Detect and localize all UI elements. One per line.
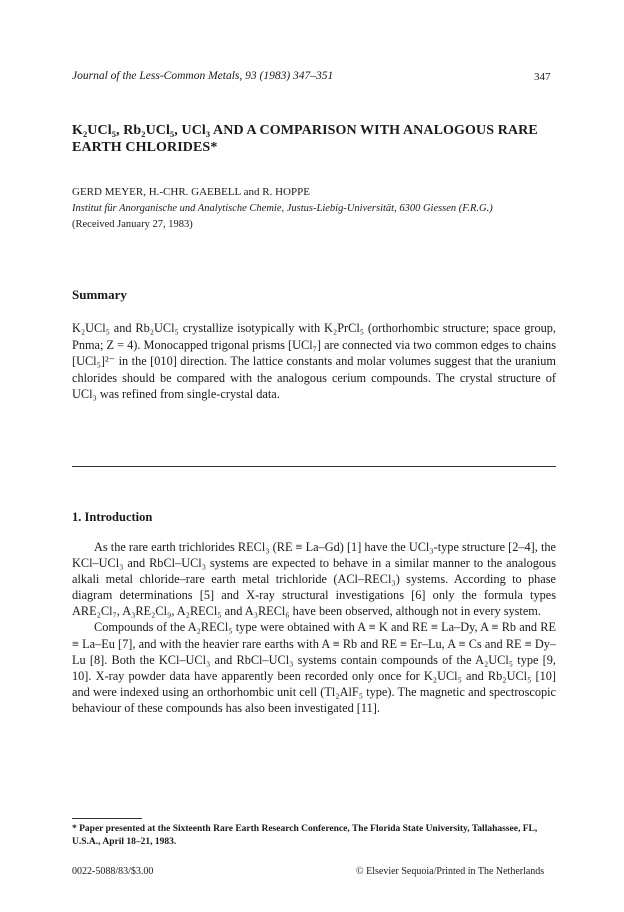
summary-heading: Summary xyxy=(72,287,127,302)
publisher-notice: © Elsevier Sequoia/Printed in The Netherlands xyxy=(356,866,545,877)
journal-citation: Journal of the Less-Common Metals, 93 (1983) 347–351 xyxy=(72,70,334,82)
article-title: K₂UCl₅, Rb₂UCl₅, UCl₃ AND A COMPARISON WITH ANALOGOUS RARE EARTH CHLORIDES* xyxy=(72,123,538,155)
footnote: * Paper presented at the Sixteenth Rare Earth Research Conference, The Florida State University, Tallahassee, FL, U.S.A., April 18–21, 1983. xyxy=(72,824,538,847)
intro-paragraph-2: Compounds of the A₂RECl₅ type were obtained with A ≡ K and RE ≡ La–Dy, A ≡ Rb and RE ≡ La–Eu [7], and with the heavier rare earths with A ≡ Rb and RE ≡ Er–Lu, A ≡ Cs and RE ≡ Dy–Lu [8]. Both the KCl–UCl₃ and RbCl–UCl₃ systems contain compounds of the A₂UCl₅ type [9, 10]. X-ray powder data have apparently been recorded only once for K₂UCl₅ and Rb₂UCl₅ [10] and were indexed using an orthorhombic unit cell (Tl₂AlF₅ type). The magnetic and spectroscopic behaviour of these compounds has also been investigated [11]. xyxy=(72,620,556,715)
page-number: 347 xyxy=(534,71,551,83)
received-date: (Received January 27, 1983) xyxy=(72,219,193,230)
summary-text: K₂UCl₅ and Rb₂UCl₅ crystallize isotypically with K₂PrCl₅ (orthorhombic structure; space group, Pnma; Z = 4). Monocapped trigonal prisms [UCl₇] are connected via two common edges to chains [UCl₅]²⁻ in the [010] direction. The lattice constants and molar volumes suggest that the uranium chlorides should be compared with the analogous cerium compounds. The crystal structure of UCl₃ was refined from single-crystal data. xyxy=(72,321,556,402)
introduction-heading: 1. Introduction xyxy=(72,510,153,524)
affiliation: Institut für Anorganische und Analytische Chemie, Justus-Liebig-Universität, 6300 Giessen (F.R.G.) xyxy=(72,203,493,214)
intro-paragraph-1: As the rare earth trichlorides RECl₃ (RE ≡ La–Gd) [1] have the UCl₃-type structure [2–4], the KCl–UCl₃ and RbCl–UCl₃ systems are expected to behave in a similar manner to the analogous alkali metal chloride–rare earth metal trichloride (ACl–RECl₃) systems. According to phase diagram determinations [5] and X-ray structural investigations [6] only the formula types ARE₂Cl₇, A₃RE₂Cl₉, A₂RECl₅ and A₃RECl₆ have been observed, although not in every system. xyxy=(72,540,556,619)
footnote-divider xyxy=(72,818,142,819)
issn-price: 0022-5088/83/$3.00 xyxy=(72,866,154,877)
authors: GERD MEYER, H.-CHR. GAEBELL and R. HOPPE xyxy=(72,186,310,198)
introduction-body xyxy=(72,539,556,716)
section-divider xyxy=(72,466,556,467)
